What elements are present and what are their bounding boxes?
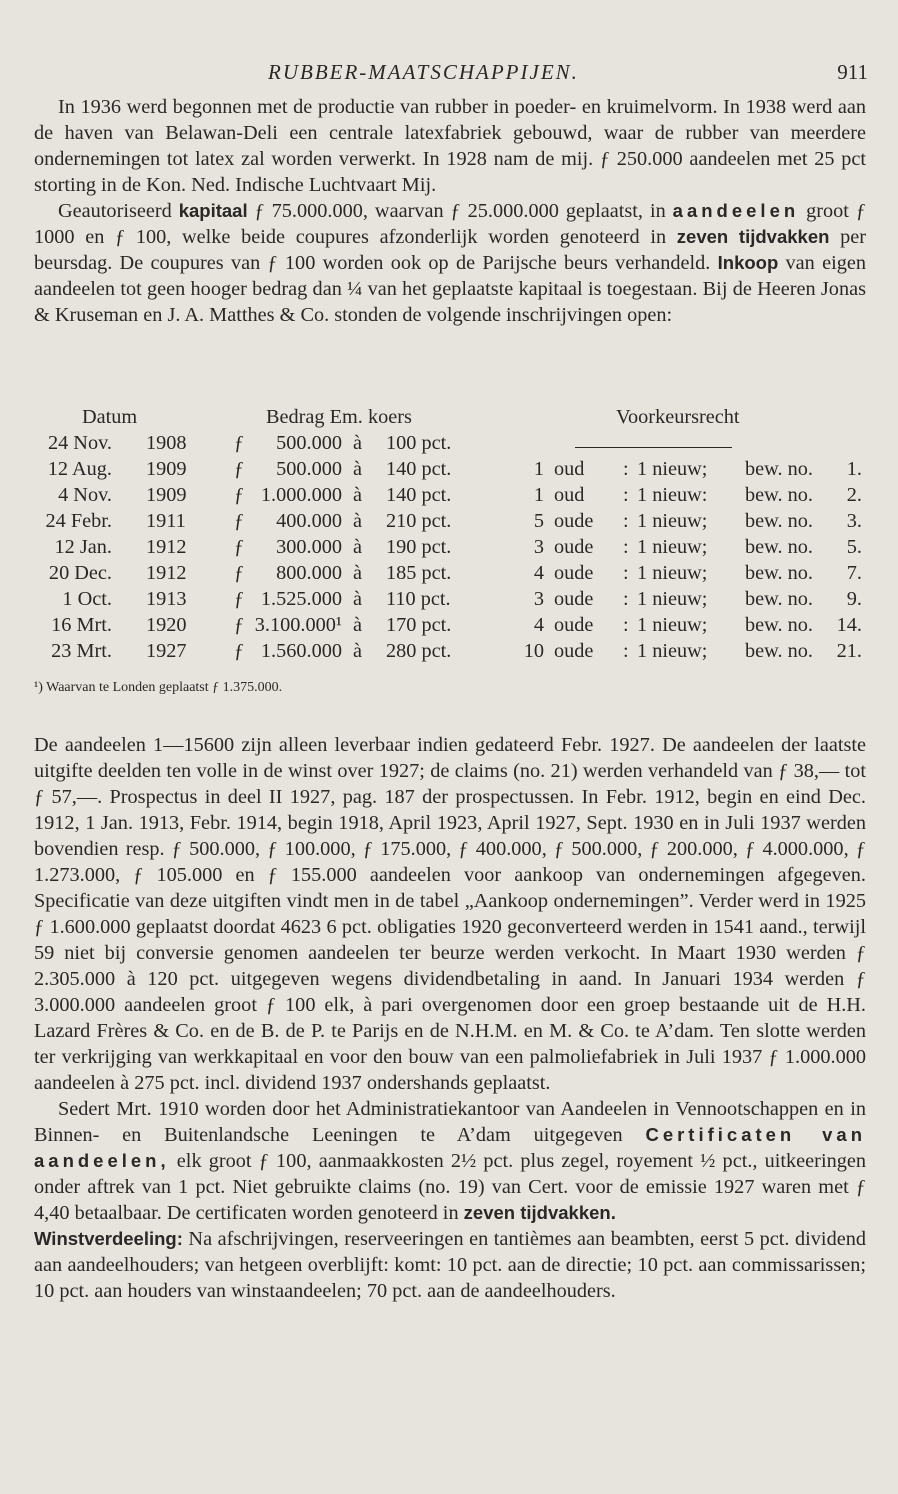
cell-colon: : (623, 640, 629, 662)
cell-amount: 1.525.000 (260, 588, 342, 610)
table-row (34, 484, 874, 510)
cell-day: 4 Nov. (58, 484, 112, 506)
cell-amount: 500.000 (276, 458, 342, 480)
cell-amount: 3.100.000¹ (254, 614, 342, 636)
cell-guilder-sign: ƒ (234, 536, 245, 558)
cell-new: 1 nieuw; (637, 536, 708, 558)
cell-guilder-sign: ƒ (234, 614, 245, 636)
cell-koers: 140 pct. (386, 458, 452, 480)
cell-koers: 140 pct. (386, 484, 452, 506)
term-kapitaal: kapitaal (178, 200, 248, 221)
cell-koers: 280 pct. (386, 640, 452, 662)
cell-guilder-sign: ƒ (234, 562, 245, 584)
body-section (34, 732, 866, 1304)
cell-bew-number: 1. (846, 458, 862, 480)
cell-day: 23 Mrt. (51, 640, 112, 662)
cell-guilder-sign: ƒ (234, 588, 245, 610)
cell-amount: 500.000 (276, 432, 342, 454)
cell-koers: 100 pct. (386, 432, 452, 454)
cell-year: 1911 (146, 510, 186, 532)
cell-amount: 300.000 (276, 536, 342, 558)
table-row (34, 536, 874, 562)
cell-year: 1912 (146, 536, 187, 558)
cell-bew-number: 2. (846, 484, 862, 506)
intro-section (34, 94, 866, 328)
cell-colon: : (623, 458, 629, 480)
cell-koers: 110 pct. (386, 588, 451, 610)
table-footnote: ¹) Waarvan te Londen geplaatst ƒ 1.375.000. (34, 680, 283, 695)
cell-bew: bew. no. (745, 562, 813, 584)
term-aandeelen: aandeelen (672, 200, 800, 221)
table-row (34, 458, 874, 484)
cell-new: 1 nieuw; (637, 588, 708, 610)
cell-new: 1 nieuw: (637, 484, 708, 506)
table-row (34, 432, 874, 458)
cell-colon: : (623, 510, 629, 532)
cell-bew: bew. no. (745, 640, 813, 662)
cell-old-word: oude (554, 510, 594, 532)
cell-a-sign: à (353, 588, 363, 610)
term-zeven-tijdvakken-2: zeven tijdvakken. (463, 1202, 616, 1223)
cell-old-word: oude (554, 588, 594, 610)
cell-year: 1912 (146, 562, 187, 584)
cell-old-word: oude (554, 614, 594, 636)
cell-guilder-sign: ƒ (234, 640, 245, 662)
cell-new: 1 nieuw; (637, 640, 708, 662)
paragraph-profit-distribution: Winstverdeeling: Na afschrijvingen, reserveeringen en tantièmes aan beambten, eerst 5 pct. dividend aan aandeelhouders; van hetgeen overblijft: komt: 10 pct. aan de directie; 10 pct. aan commissarissen; 10 pct. aan houders van winstaandeelen; 70 pct. aan de aandeelhouders. (34, 1228, 866, 1302)
cell-amount: 800.000 (276, 562, 342, 584)
cell-day: 24 Nov. (47, 432, 112, 454)
cell-a-sign: à (353, 458, 363, 480)
cell-old-count: 1 (533, 458, 544, 480)
cell-colon: : (623, 562, 629, 584)
cell-colon: : (623, 588, 629, 610)
cell-a-sign: à (353, 562, 363, 584)
cell-guilder-sign: ƒ (234, 458, 245, 480)
table-row (34, 588, 874, 614)
term-inkoop: Inkoop (717, 252, 779, 273)
cell-old-count: 1 (533, 484, 544, 506)
cell-a-sign: à (353, 510, 363, 532)
cell-new: 1 nieuw; (637, 510, 708, 532)
cell-year: 1908 (146, 432, 187, 454)
term-certificaten: Certificaten van aandeelen, (34, 1124, 867, 1171)
table-row (34, 640, 874, 666)
cell-day: 20 Dec. (48, 562, 112, 584)
page-number: 911 (837, 60, 868, 84)
cell-a-sign: à (353, 614, 363, 636)
table-header-row (34, 406, 874, 432)
column-header-bedrag: Bedrag Em. koers (266, 406, 412, 428)
term-winstverdeeling: Winstverdeeling: (34, 1228, 183, 1249)
cell-bew: bew. no. (745, 536, 813, 558)
cell-year: 1927 (146, 640, 187, 662)
cell-amount: 1.000.000 (260, 484, 342, 506)
cell-a-sign: à (353, 484, 363, 506)
cell-old-word: oud (554, 484, 585, 506)
cell-new: 1 nieuw; (637, 614, 708, 636)
cell-colon: : (623, 614, 629, 636)
cell-old-count: 4 (533, 614, 544, 636)
cell-bew-number: 5. (846, 536, 862, 558)
cell-colon: : (623, 484, 629, 506)
cell-guilder-sign: ƒ (234, 510, 245, 532)
cell-bew: bew. no. (745, 484, 813, 506)
cell-day: 16 Mrt. (51, 614, 112, 636)
cell-old-count: 4 (533, 562, 544, 584)
table-row (34, 614, 874, 640)
cell-guilder-sign: ƒ (234, 432, 245, 454)
column-header-voorkeursrecht: Voorkeursrecht (616, 406, 740, 428)
cell-bew: bew. no. (745, 458, 813, 480)
term-zeven-tijdvakken: zeven tijdvakken (676, 226, 830, 247)
paragraph-capital: Geautoriseerd kapitaal ƒ 75.000.000, waarvan ƒ 25.000.000 geplaatst, in aandeelen groot ƒ 1000 en ƒ 100, welke beide coupures afzonderlijk worden genoteerd in zeven tijdvakken per beursdag. De coupures van ƒ 100 worden ook op de Parijsche beurs verhandeld. Inkoop van eigen aandeelen tot geen hooger bedrag dan ¼ van het geplaatste kapitaal is toegestaan. Bij de Heeren Jonas & Kruseman en J. A. Matthes & Co. stonden de volgende inschrijvingen open: (34, 200, 867, 326)
cell-year: 1920 (146, 614, 187, 636)
subscriptions-table (34, 406, 874, 666)
cell-koers: 210 pct. (386, 510, 452, 532)
running-title: RUBBER-MAATSCHAPPIJEN. (268, 60, 579, 84)
column-header-datum: Datum (82, 406, 138, 428)
cell-new: 1 nieuw; (637, 458, 708, 480)
no-preference-dash (575, 447, 732, 448)
cell-old-count: 3 (533, 588, 544, 610)
paragraph-certificates: Sedert Mrt. 1910 worden door het Administratiekantoor van Aandeelen in Vennootschappen en in Binnen- en Buitenlandsche Leeningen te A’dam uitgegeven Certificaten van aandeelen, elk groot ƒ 100, aanmaakkosten 2½ pct. plus zegel, royement ½ pct., uitkeeringen onder aftrek van 1 pct. Niet gebruikte claims (no. 19) van Cert. voor de emissie 1927 waren met ƒ 4,40 betaalbaar. De certificaten worden genoteerd in zeven tijdvakken. (34, 1098, 867, 1224)
cell-colon: : (623, 536, 629, 558)
cell-bew-number: 21. (836, 640, 862, 662)
cell-amount: 400.000 (276, 510, 342, 532)
cell-a-sign: à (353, 536, 363, 558)
cell-old-count: 3 (533, 536, 544, 558)
cell-koers: 190 pct. (386, 536, 452, 558)
cell-guilder-sign: ƒ (234, 484, 245, 506)
cell-day: 12 Jan. (54, 536, 112, 558)
cell-day: 1 Oct. (62, 588, 112, 610)
cell-year: 1913 (146, 588, 187, 610)
cell-bew: bew. no. (745, 510, 813, 532)
cell-bew: bew. no. (745, 614, 813, 636)
table-body (34, 432, 874, 666)
cell-bew: bew. no. (745, 588, 813, 610)
table-row (34, 562, 874, 588)
cell-old-word: oude (554, 640, 594, 662)
cell-koers: 185 pct. (386, 562, 452, 584)
paragraph-issues: De aandeelen 1—15600 zijn alleen leverbaar indien gedateerd Febr. 1927. De aandeelen der laatste uitgifte deelden ten volle in de winst over 1927; de claims (no. 21) werden verhandeld van ƒ 38,— tot ƒ 57,—. Prospectus in deel II 1927, pag. 187 der prospectussen. In Febr. 1912, begin en eind Dec. 1912, 1 Jan. 1913, Febr. 1914, begin 1918, April 1923, April 1927, Sept. 1930 en in Juli 1937 werden bovendien resp. ƒ 500.000, ƒ 100.000, ƒ 175.000, ƒ 400.000, ƒ 500.000, ƒ 200.000, ƒ 4.000.000, ƒ 1.273.000, ƒ 105.000 en ƒ 155.000 aandeelen voor aankoop van ondernemingen afgegeven. Specificatie van deze uitgiften vindt men in de tabel „Aankoop ondernemingen”. Verder werd in 1925 ƒ 1.600.000 geplaatst doordat 4623 6 pct. obligaties 1920 geconverteerd werden in 1541 aand., terwijl 59 niet bij conversie genomen aandeelen ter beurze werden verkocht. In Maart 1930 werden ƒ 2.305.000 à 120 pct. uitgegeven wegens dividendbetaling in aand. In Januari 1934 werden ƒ 3.000.000 aandeelen groot ƒ 100 elk, à pari overgenomen door een groep bestaande uit de H.H. Lazard Frères & Co. en de B. de P. te Parijs en de N.H.M. en M. & Co. te A’dam. Ten slotte werden ter verkrijging van werkkapitaal en voor den bouw van een palmoliefabriek in Juli 1937 ƒ 1.000.000 aandeelen à 275 pct. incl. dividend 1937 ondershands geplaatst. (34, 734, 866, 1094)
paragraph-production: In 1936 werd begonnen met de productie van rubber in poeder- en kruimelvorm. In 1938 werd aan de haven van Belawan-Deli een centrale latexfabriek gebouwd, waar de rubber van meerdere ondernemingen tot latex zal worden verwerkt. In 1928 nam de mij. ƒ 250.000 aandeelen met 25 pct storting in de Kon. Ned. Indische Luchtvaart Mij. (34, 96, 866, 196)
cell-old-word: oude (554, 562, 594, 584)
cell-a-sign: à (353, 640, 363, 662)
cell-day: 24 Febr. (45, 510, 112, 532)
cell-day: 12 Aug. (47, 458, 112, 480)
cell-a-sign: à (353, 432, 363, 454)
table-row (34, 510, 874, 536)
cell-bew-number: 14. (836, 614, 862, 636)
cell-new: 1 nieuw; (637, 562, 708, 584)
cell-amount: 1.560.000 (260, 640, 342, 662)
cell-year: 1909 (146, 458, 187, 480)
cell-bew-number: 3. (846, 510, 862, 532)
cell-old-word: oud (554, 458, 585, 480)
cell-old-count: 10 (523, 640, 544, 662)
cell-old-count: 5 (533, 510, 544, 532)
cell-old-word: oude (554, 536, 594, 558)
running-head (0, 60, 898, 90)
cell-koers: 170 pct. (386, 614, 452, 636)
cell-bew-number: 7. (846, 562, 862, 584)
cell-year: 1909 (146, 484, 187, 506)
cell-bew-number: 9. (846, 588, 862, 610)
